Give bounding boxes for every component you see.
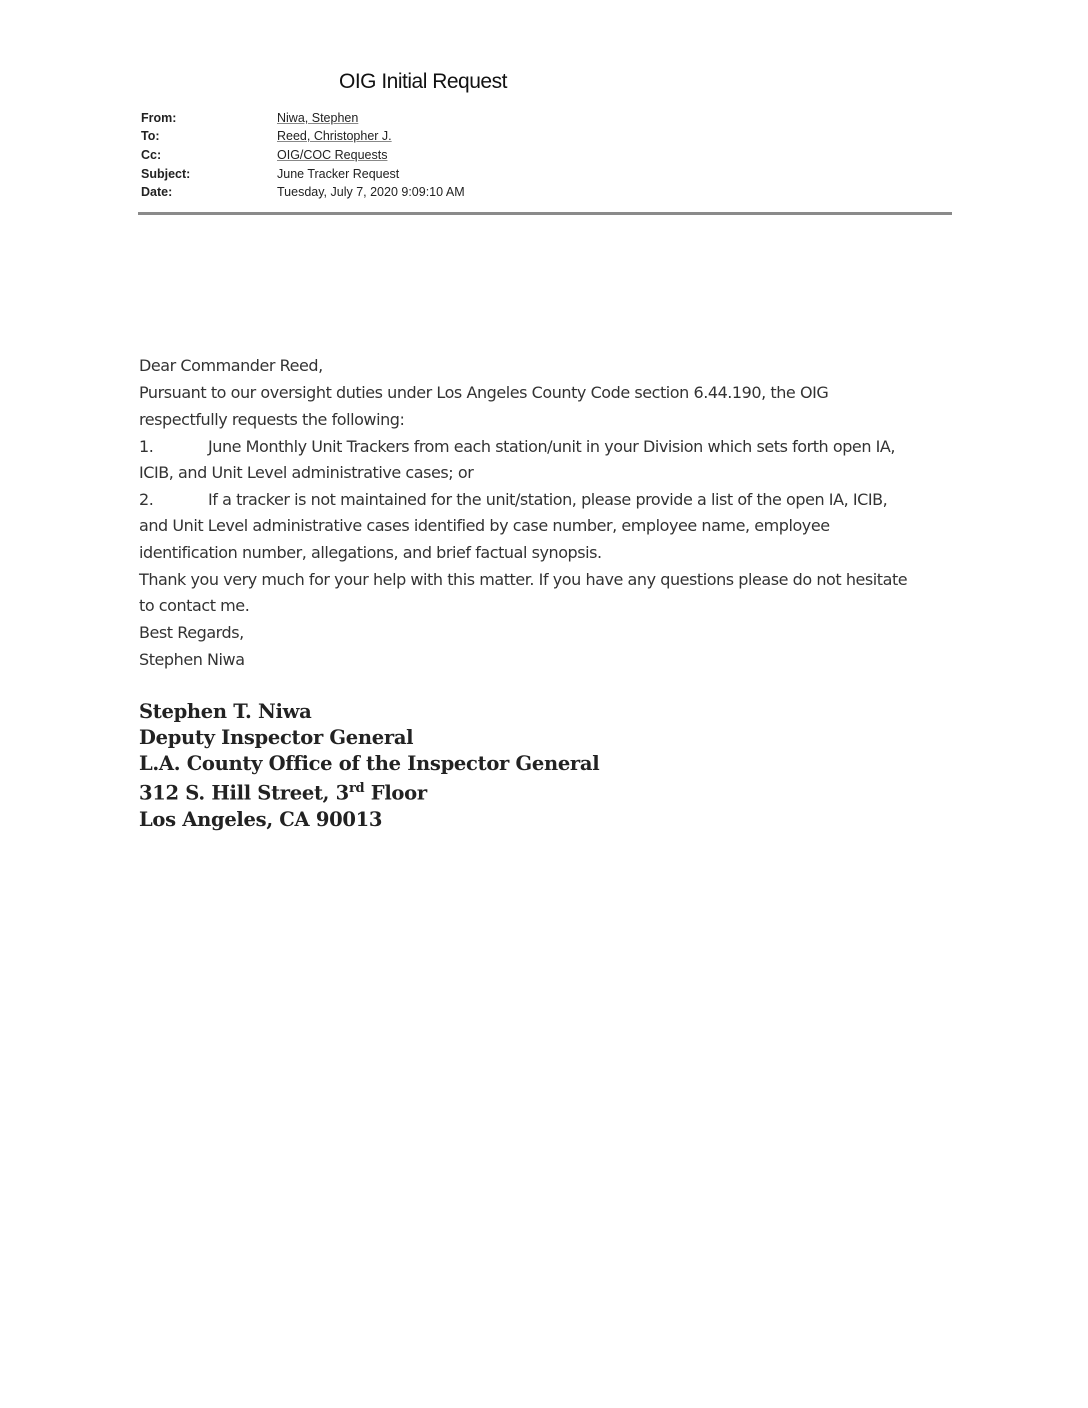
intro-line: Pursuant to our oversight duties under Los Angeles County Code section 6.44.190, the OIG [139,383,829,402]
signature-name: Stephen T. Niwa [139,700,312,723]
signature-title: Deputy Inspector General [139,726,414,749]
list-item-2-cont: and Unit Level administrative cases identified by case number, employee name, employee [139,516,830,535]
sender-name: Stephen Niwa [139,650,245,669]
from-label: From: [141,111,177,125]
thanks-line: Thank you very much for your help with this matter. If you have any questions please do not hesitate [139,570,908,589]
intro-line: respectfully requests the following: [139,410,405,429]
list-item-2-cont: identification number, allegations, and brief factual synopsis. [139,543,602,562]
thanks-line: to contact me. [139,596,250,615]
signature-office: L.A. County Office of the Inspector General [139,752,600,775]
from-link[interactable]: Niwa, Stephen [277,111,359,125]
closing: Best Regards, [139,623,244,642]
cc-label: Cc: [141,148,162,162]
list-item-2 [139,490,887,509]
header-divider [138,212,952,215]
subject-value: June Tracker Request [277,167,400,181]
address-street: 312 S. Hill Street, 3 [139,781,349,805]
greeting: Dear Commander Reed, [139,356,323,375]
to-label: To: [141,129,160,143]
signature-address [139,781,427,805]
page-title: OIG Initial Request [339,70,507,93]
list-item-1-cont: ICIB, and Unit Level administrative cases; or [139,463,474,482]
address-floor: Floor [364,781,427,805]
item-number: 1. [139,437,154,456]
date-label: Date: [141,185,173,199]
item-text: June Monthly Unit Trackers from each station/unit in your Division which sets forth open IA, [208,437,896,456]
date-value: Tuesday, July 7, 2020 9:09:10 AM [277,185,465,199]
item-number: 2. [139,490,154,509]
subject-label: Subject: [141,167,191,181]
cc-link[interactable]: OIG/COC Requests [277,148,388,162]
to-link[interactable]: Reed, Christopher J. [277,129,392,143]
item-text: If a tracker is not maintained for the unit/station, please provide a list of the open IA, ICIB, [208,490,888,509]
list-item-1 [139,437,895,456]
address-ordinal: rd [348,781,365,796]
signature-city: Los Angeles, CA 90013 [139,808,383,831]
